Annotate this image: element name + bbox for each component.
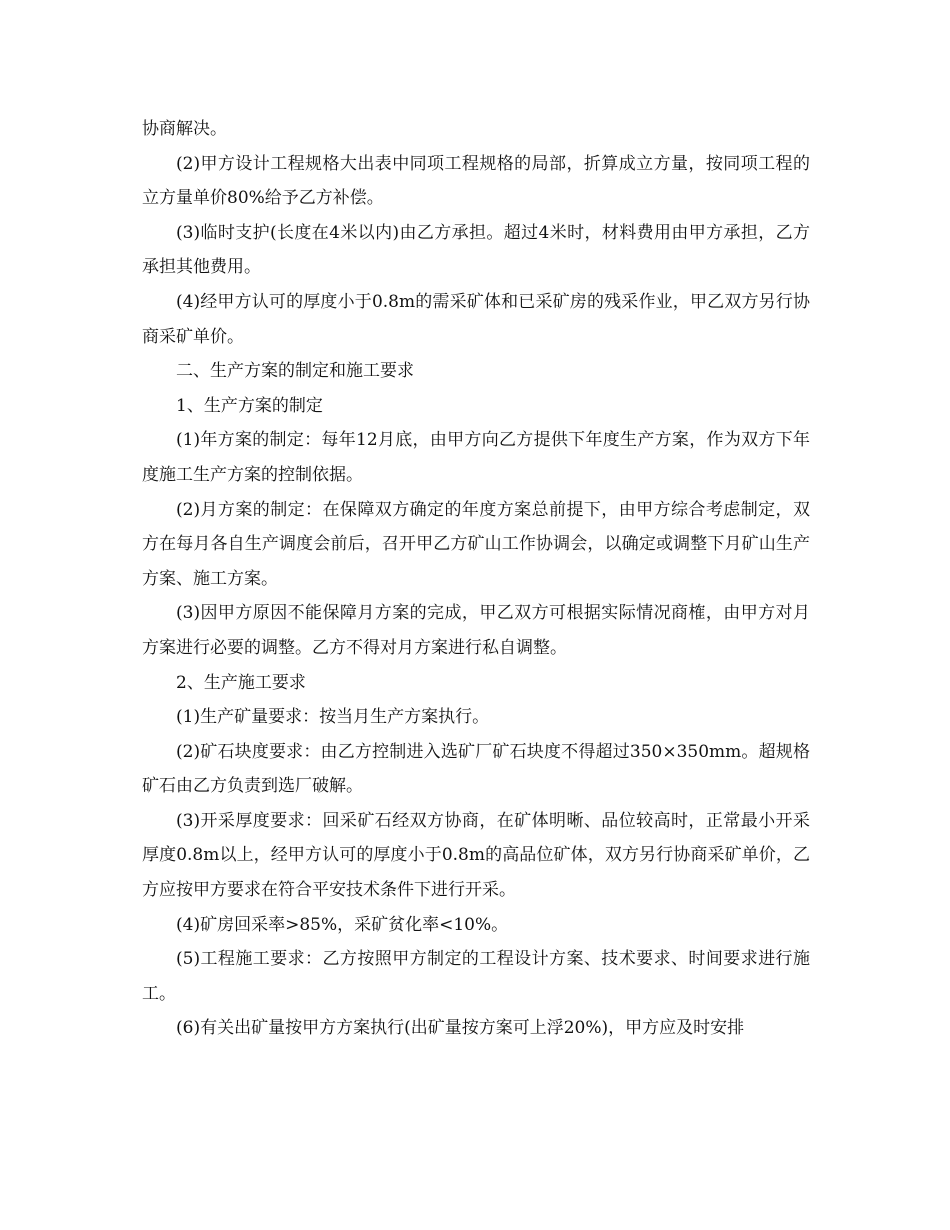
paragraph-plan-adjustment: (3)因甲方原因不能保障月方案的完成，甲乙双方可根据实际情况商榷，由甲方对月方案进行必要的调整。乙方不得对月方案进行私自调整。 <box>142 603 810 658</box>
paragraph-clause-4: (4)经甲方认可的厚度小于0.8m的需采矿体和已采矿房的残采作业，甲乙双方另行协商采矿单价。 <box>142 291 810 347</box>
subsection-heading-2: 2、生产施工要求 <box>176 672 306 693</box>
paragraph-ore-size: (2)矿石块度要求：由乙方控制进入选矿厂矿石块度不得超过350×350mm。超规格矿石由乙方负责到选厂破解。 <box>142 741 810 797</box>
paragraph-monthly-plan: (2)月方案的制定：在保障双方确定的年度方案总前提下，由甲方综合考虑制定，双方在每月各自生产调度会前后，召开甲乙方矿山工作协调会，以确定或调整下月矿山生产方案、施工方案。 <box>142 499 810 589</box>
subsection-heading-1: 1、生产方案的制定 <box>176 395 323 416</box>
paragraph-ore-quantity: (1)生产矿量要求：按当月生产方案执行。 <box>176 707 490 728</box>
paragraph-output-plan: (6)有关出矿量按甲方方案执行(出矿量按方案可上浮20%)，甲方应及时安排 <box>176 1018 745 1039</box>
paragraph-mining-thickness: (3)开采厚度要求：回采矿石经双方协商，在矿体明晰、品位较高时，正常最小开采厚度0.8m以上，经甲方认可的厚度小于0.8m的高品位矿体，双方另行协商采矿单价，乙方应按甲方要求在符合平安技术条件下进行开采。 <box>142 810 810 901</box>
paragraph-continuation: 协商解决。 <box>142 119 227 139</box>
section-heading-2: 二、生产方案的制定和施工要求 <box>176 361 414 382</box>
paragraph-construction-requirements: (5)工程施工要求：乙方按照甲方制定的工程设计方案、技术要求、时间要求进行施工。 <box>142 949 810 1004</box>
paragraph-annual-plan: (1)年方案的制定：每年12月底，由甲方向乙方提供下年度生产方案，作为双方下年度施工生产方案的控制依据。 <box>142 430 810 485</box>
paragraph-clause-2: (2)甲方设计工程规格大出表中同项工程规格的局部，折算成立方量，按同项工程的立方量单价80%给予乙方补偿。 <box>142 153 810 209</box>
paragraph-clause-3: (3)临时支护(长度在4米以内)由乙方承担。超过4米时，材料费用由甲方承担，乙方承担其他费用。 <box>142 222 810 278</box>
paragraph-recovery-rate: (4)矿房回采率>85%，采矿贫化率<10%。 <box>176 914 509 935</box>
document-body <box>142 112 810 1046</box>
